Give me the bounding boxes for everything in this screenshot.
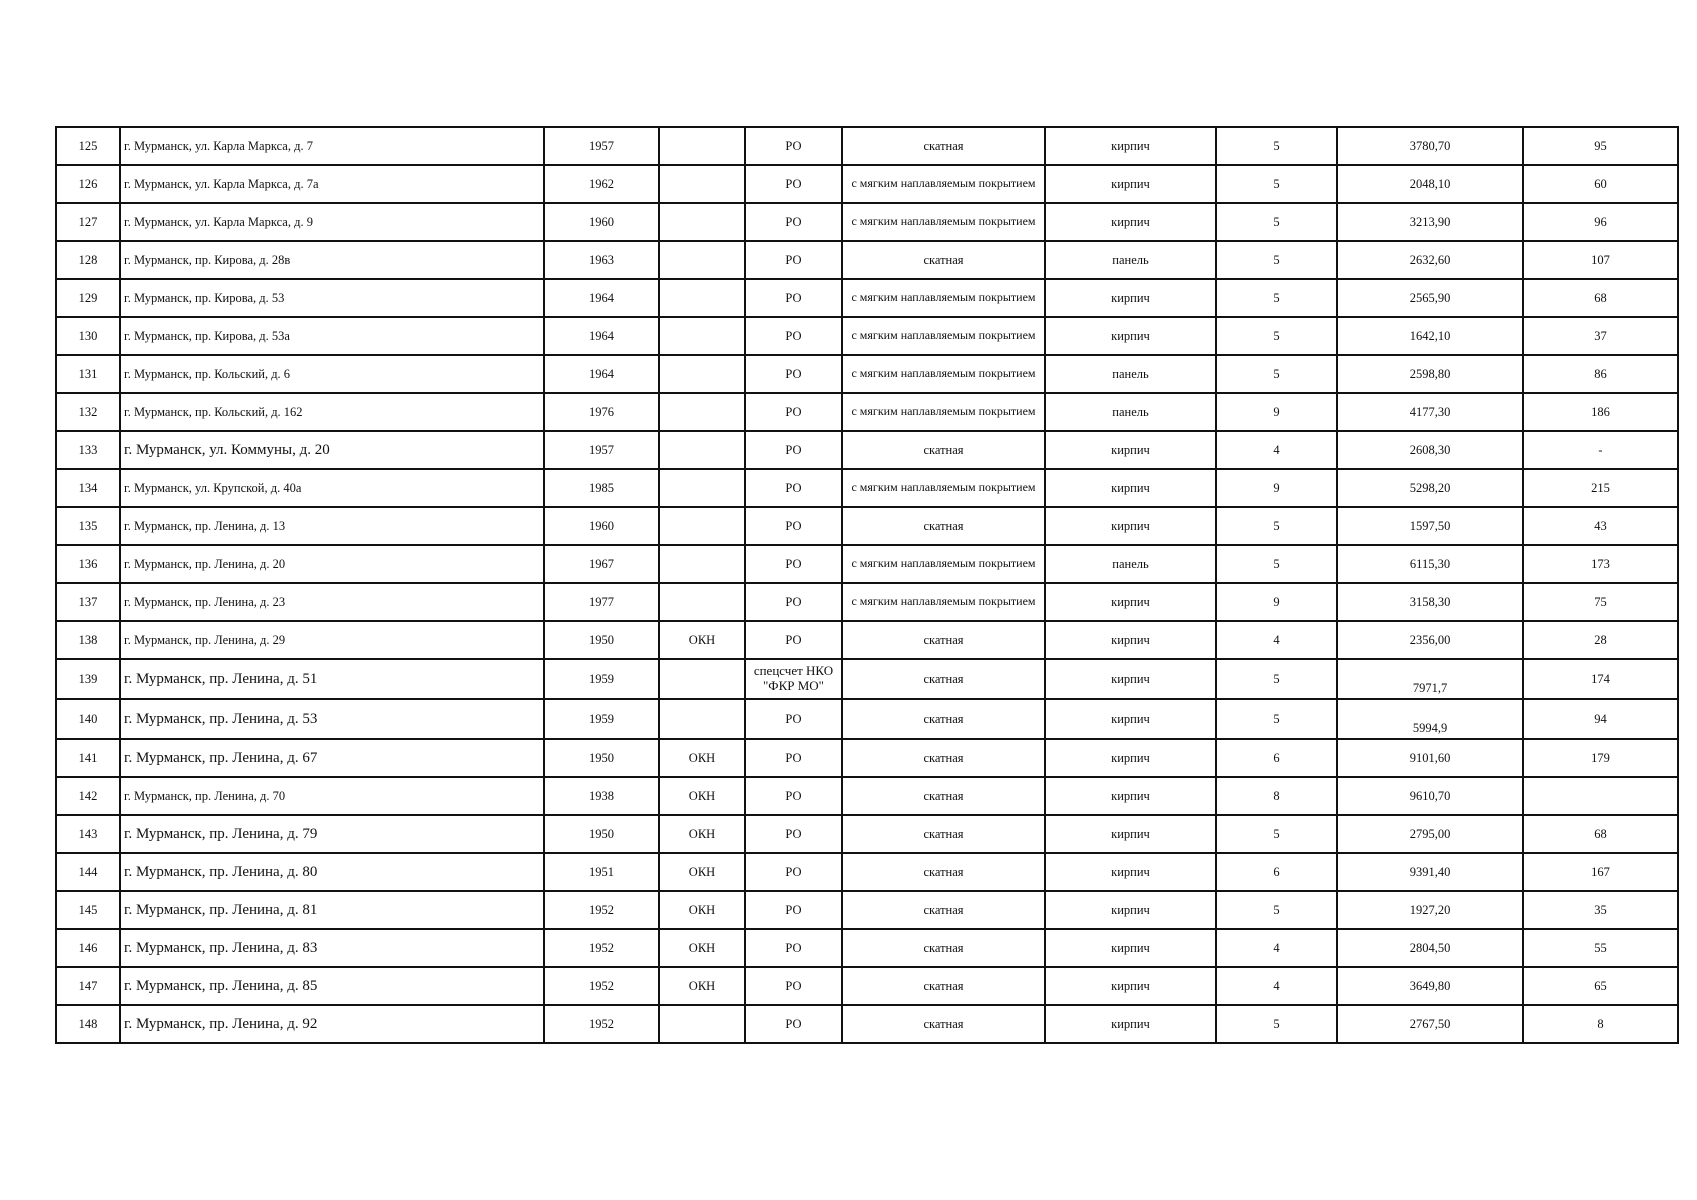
address-cell: г. Мурманск, пр. Ленина, д. 67 xyxy=(120,739,544,777)
year-cell: 1950 xyxy=(544,815,659,853)
residents-cell: 95 xyxy=(1523,127,1678,165)
year-cell: 1964 xyxy=(544,317,659,355)
year-cell: 1938 xyxy=(544,777,659,815)
houses-table xyxy=(55,126,1679,1044)
area-cell: 2795,00 xyxy=(1337,815,1523,853)
wall-material-cell: панель xyxy=(1045,355,1216,393)
roof-type-cell: скатная xyxy=(842,777,1045,815)
address-cell: г. Мурманск, пр. Ленина, д. 51 xyxy=(120,659,544,699)
roof-type-cell: скатная xyxy=(842,659,1045,699)
fund-cell: РО xyxy=(745,621,842,659)
floors-cell: 5 xyxy=(1216,699,1337,739)
floors-cell: 5 xyxy=(1216,507,1337,545)
okn-cell: ОКН xyxy=(659,891,745,929)
year-cell: 1959 xyxy=(544,659,659,699)
fund-cell: РО xyxy=(745,777,842,815)
okn-cell: ОКН xyxy=(659,929,745,967)
row-number-cell: 127 xyxy=(56,203,120,241)
area-cell: 9101,60 xyxy=(1337,739,1523,777)
area-cell: 9391,40 xyxy=(1337,853,1523,891)
fund-cell: РО xyxy=(745,203,842,241)
floors-cell: 5 xyxy=(1216,815,1337,853)
address-cell: г. Мурманск, ул. Коммуны, д. 20 xyxy=(120,431,544,469)
table-row xyxy=(56,853,1678,891)
table-row xyxy=(56,929,1678,967)
residents-cell: 179 xyxy=(1523,739,1678,777)
area-cell: 9610,70 xyxy=(1337,777,1523,815)
residents-cell: 167 xyxy=(1523,853,1678,891)
okn-cell: ОКН xyxy=(659,967,745,1005)
fund-cell: РО xyxy=(745,431,842,469)
row-number-cell: 131 xyxy=(56,355,120,393)
okn-cell xyxy=(659,127,745,165)
year-cell: 1952 xyxy=(544,1005,659,1043)
floors-cell: 4 xyxy=(1216,929,1337,967)
floors-cell: 6 xyxy=(1216,853,1337,891)
row-number-cell: 130 xyxy=(56,317,120,355)
year-cell: 1957 xyxy=(544,127,659,165)
fund-cell: РО xyxy=(745,699,842,739)
row-number-cell: 140 xyxy=(56,699,120,739)
fund-cell: РО xyxy=(745,127,842,165)
row-number-cell: 126 xyxy=(56,165,120,203)
floors-cell: 5 xyxy=(1216,545,1337,583)
residents-cell: 94 xyxy=(1523,699,1678,739)
fund-cell: РО xyxy=(745,853,842,891)
roof-type-cell: с мягким наплавляемым покрытием xyxy=(842,393,1045,431)
address-cell: г. Мурманск, пр. Кирова, д. 53а xyxy=(120,317,544,355)
roof-type-cell: с мягким наплавляемым покрытием xyxy=(842,545,1045,583)
address-cell: г. Мурманск, пр. Ленина, д. 29 xyxy=(120,621,544,659)
row-number-cell: 147 xyxy=(56,967,120,1005)
roof-type-cell: скатная xyxy=(842,891,1045,929)
area-cell: 2804,50 xyxy=(1337,929,1523,967)
okn-cell xyxy=(659,241,745,279)
table-row xyxy=(56,1005,1678,1043)
fund-cell: РО xyxy=(745,279,842,317)
fund-cell: РО xyxy=(745,355,842,393)
floors-cell: 9 xyxy=(1216,583,1337,621)
year-cell: 1952 xyxy=(544,967,659,1005)
roof-type-cell: с мягким наплавляемым покрытием xyxy=(842,583,1045,621)
roof-type-cell: скатная xyxy=(842,621,1045,659)
residents-cell: - xyxy=(1523,431,1678,469)
row-number-cell: 148 xyxy=(56,1005,120,1043)
wall-material-cell: кирпич xyxy=(1045,469,1216,507)
floors-cell: 5 xyxy=(1216,203,1337,241)
row-number-cell: 135 xyxy=(56,507,120,545)
row-number-cell: 139 xyxy=(56,659,120,699)
floors-cell: 5 xyxy=(1216,891,1337,929)
wall-material-cell: кирпич xyxy=(1045,583,1216,621)
row-number-cell: 132 xyxy=(56,393,120,431)
roof-type-cell: скатная xyxy=(842,739,1045,777)
wall-material-cell: кирпич xyxy=(1045,739,1216,777)
year-cell: 1964 xyxy=(544,355,659,393)
row-number-cell: 125 xyxy=(56,127,120,165)
address-cell: г. Мурманск, пр. Ленина, д. 53 xyxy=(120,699,544,739)
year-cell: 1950 xyxy=(544,739,659,777)
residents-cell: 173 xyxy=(1523,545,1678,583)
residents-cell: 186 xyxy=(1523,393,1678,431)
year-cell: 1951 xyxy=(544,853,659,891)
wall-material-cell: кирпич xyxy=(1045,659,1216,699)
row-number-cell: 143 xyxy=(56,815,120,853)
wall-material-cell: кирпич xyxy=(1045,853,1216,891)
floors-cell: 5 xyxy=(1216,241,1337,279)
area-cell: 5994,9 xyxy=(1337,699,1523,739)
okn-cell xyxy=(659,355,745,393)
year-cell: 1959 xyxy=(544,699,659,739)
year-cell: 1977 xyxy=(544,583,659,621)
area-cell: 2565,90 xyxy=(1337,279,1523,317)
fund-cell: РО xyxy=(745,165,842,203)
table-row xyxy=(56,507,1678,545)
address-cell: г. Мурманск, пр. Кирова, д. 28в xyxy=(120,241,544,279)
roof-type-cell: скатная xyxy=(842,853,1045,891)
wall-material-cell: кирпич xyxy=(1045,967,1216,1005)
fund-cell: РО xyxy=(745,583,842,621)
wall-material-cell: кирпич xyxy=(1045,203,1216,241)
floors-cell: 4 xyxy=(1216,621,1337,659)
table-row xyxy=(56,469,1678,507)
residents-cell: 96 xyxy=(1523,203,1678,241)
okn-cell: ОКН xyxy=(659,777,745,815)
row-number-cell: 134 xyxy=(56,469,120,507)
residents-cell: 68 xyxy=(1523,279,1678,317)
residents-cell: 43 xyxy=(1523,507,1678,545)
okn-cell: ОКН xyxy=(659,853,745,891)
table-row xyxy=(56,317,1678,355)
table-row xyxy=(56,241,1678,279)
roof-type-cell: с мягким наплавляемым покрытием xyxy=(842,355,1045,393)
table-row xyxy=(56,891,1678,929)
floors-cell: 8 xyxy=(1216,777,1337,815)
wall-material-cell: панель xyxy=(1045,241,1216,279)
table-row xyxy=(56,127,1678,165)
area-cell: 2608,30 xyxy=(1337,431,1523,469)
roof-type-cell: скатная xyxy=(842,431,1045,469)
floors-cell: 4 xyxy=(1216,967,1337,1005)
table-row xyxy=(56,659,1678,699)
okn-cell xyxy=(659,203,745,241)
wall-material-cell: кирпич xyxy=(1045,777,1216,815)
okn-cell xyxy=(659,393,745,431)
fund-cell: РО xyxy=(745,967,842,1005)
roof-type-cell: скатная xyxy=(842,929,1045,967)
floors-cell: 5 xyxy=(1216,317,1337,355)
area-cell: 2598,80 xyxy=(1337,355,1523,393)
address-cell: г. Мурманск, пр. Ленина, д. 81 xyxy=(120,891,544,929)
address-cell: г. Мурманск, ул. Карла Маркса, д. 9 xyxy=(120,203,544,241)
okn-cell xyxy=(659,507,745,545)
roof-type-cell: скатная xyxy=(842,699,1045,739)
fund-cell: РО xyxy=(745,1005,842,1043)
year-cell: 1952 xyxy=(544,891,659,929)
wall-material-cell: панель xyxy=(1045,545,1216,583)
okn-cell xyxy=(659,165,745,203)
fund-cell: РО xyxy=(745,469,842,507)
address-cell: г. Мурманск, пр. Кольский, д. 162 xyxy=(120,393,544,431)
fund-cell: РО xyxy=(745,317,842,355)
table-row xyxy=(56,583,1678,621)
row-number-cell: 137 xyxy=(56,583,120,621)
area-cell: 2767,50 xyxy=(1337,1005,1523,1043)
address-cell: г. Мурманск, пр. Ленина, д. 70 xyxy=(120,777,544,815)
okn-cell: ОКН xyxy=(659,739,745,777)
year-cell: 1963 xyxy=(544,241,659,279)
roof-type-cell: с мягким наплавляемым покрытием xyxy=(842,469,1045,507)
fund-cell: РО xyxy=(745,241,842,279)
table-row xyxy=(56,739,1678,777)
year-cell: 1967 xyxy=(544,545,659,583)
wall-material-cell: кирпич xyxy=(1045,1005,1216,1043)
row-number-cell: 133 xyxy=(56,431,120,469)
wall-material-cell: кирпич xyxy=(1045,431,1216,469)
table-row xyxy=(56,393,1678,431)
row-number-cell: 146 xyxy=(56,929,120,967)
area-cell: 3780,70 xyxy=(1337,127,1523,165)
year-cell: 1964 xyxy=(544,279,659,317)
area-cell: 6115,30 xyxy=(1337,545,1523,583)
fund-cell: РО xyxy=(745,739,842,777)
floors-cell: 9 xyxy=(1216,393,1337,431)
table-body xyxy=(56,127,1678,1043)
address-cell: г. Мурманск, ул. Карла Маркса, д. 7а xyxy=(120,165,544,203)
table-row xyxy=(56,545,1678,583)
row-number-cell: 144 xyxy=(56,853,120,891)
floors-cell: 5 xyxy=(1216,1005,1337,1043)
okn-cell xyxy=(659,545,745,583)
area-cell: 1642,10 xyxy=(1337,317,1523,355)
floors-cell: 4 xyxy=(1216,431,1337,469)
row-number-cell: 136 xyxy=(56,545,120,583)
roof-type-cell: скатная xyxy=(842,1005,1045,1043)
address-cell: г. Мурманск, пр. Ленина, д. 79 xyxy=(120,815,544,853)
floors-cell: 5 xyxy=(1216,165,1337,203)
table-row xyxy=(56,165,1678,203)
address-cell: г. Мурманск, пр. Ленина, д. 85 xyxy=(120,967,544,1005)
residents-cell: 68 xyxy=(1523,815,1678,853)
year-cell: 1960 xyxy=(544,507,659,545)
table-row xyxy=(56,967,1678,1005)
roof-type-cell: скатная xyxy=(842,815,1045,853)
area-cell: 3649,80 xyxy=(1337,967,1523,1005)
residents-cell xyxy=(1523,777,1678,815)
row-number-cell: 142 xyxy=(56,777,120,815)
fund-cell: РО xyxy=(745,929,842,967)
wall-material-cell: кирпич xyxy=(1045,507,1216,545)
year-cell: 1952 xyxy=(544,929,659,967)
area-cell: 5298,20 xyxy=(1337,469,1523,507)
address-cell: г. Мурманск, пр. Ленина, д. 80 xyxy=(120,853,544,891)
floors-cell: 5 xyxy=(1216,355,1337,393)
wall-material-cell: панель xyxy=(1045,393,1216,431)
address-cell: г. Мурманск, ул. Карла Маркса, д. 7 xyxy=(120,127,544,165)
floors-cell: 5 xyxy=(1216,127,1337,165)
wall-material-cell: кирпич xyxy=(1045,165,1216,203)
area-cell: 3213,90 xyxy=(1337,203,1523,241)
row-number-cell: 129 xyxy=(56,279,120,317)
area-cell: 2632,60 xyxy=(1337,241,1523,279)
wall-material-cell: кирпич xyxy=(1045,815,1216,853)
area-cell: 2356,00 xyxy=(1337,621,1523,659)
row-number-cell: 128 xyxy=(56,241,120,279)
fund-cell: РО xyxy=(745,545,842,583)
fund-cell: РО xyxy=(745,507,842,545)
wall-material-cell: кирпич xyxy=(1045,891,1216,929)
address-cell: г. Мурманск, ул. Крупской, д. 40а xyxy=(120,469,544,507)
table-row xyxy=(56,431,1678,469)
roof-type-cell: скатная xyxy=(842,507,1045,545)
table-row xyxy=(56,699,1678,739)
fund-cell: РО xyxy=(745,891,842,929)
okn-cell xyxy=(659,431,745,469)
table-row xyxy=(56,203,1678,241)
row-number-cell: 145 xyxy=(56,891,120,929)
wall-material-cell: кирпич xyxy=(1045,317,1216,355)
okn-cell: ОКН xyxy=(659,815,745,853)
table-row xyxy=(56,621,1678,659)
area-cell: 7971,7 xyxy=(1337,659,1523,699)
address-cell: г. Мурманск, пр. Ленина, д. 20 xyxy=(120,545,544,583)
residents-cell: 28 xyxy=(1523,621,1678,659)
row-number-cell: 141 xyxy=(56,739,120,777)
okn-cell xyxy=(659,699,745,739)
year-cell: 1985 xyxy=(544,469,659,507)
table-row xyxy=(56,355,1678,393)
residents-cell: 8 xyxy=(1523,1005,1678,1043)
row-number-cell: 138 xyxy=(56,621,120,659)
floors-cell: 5 xyxy=(1216,659,1337,699)
year-cell: 1950 xyxy=(544,621,659,659)
wall-material-cell: кирпич xyxy=(1045,621,1216,659)
roof-type-cell: скатная xyxy=(842,127,1045,165)
table-row xyxy=(56,279,1678,317)
okn-cell xyxy=(659,317,745,355)
year-cell: 1960 xyxy=(544,203,659,241)
residents-cell: 55 xyxy=(1523,929,1678,967)
roof-type-cell: скатная xyxy=(842,967,1045,1005)
area-cell: 3158,30 xyxy=(1337,583,1523,621)
residents-cell: 174 xyxy=(1523,659,1678,699)
wall-material-cell: кирпич xyxy=(1045,279,1216,317)
wall-material-cell: кирпич xyxy=(1045,127,1216,165)
residents-cell: 75 xyxy=(1523,583,1678,621)
floors-cell: 5 xyxy=(1216,279,1337,317)
address-cell: г. Мурманск, пр. Кольский, д. 6 xyxy=(120,355,544,393)
okn-cell: ОКН xyxy=(659,621,745,659)
fund-cell: спецсчет НКО "ФКР МО" xyxy=(745,659,842,699)
okn-cell xyxy=(659,1005,745,1043)
fund-cell: РО xyxy=(745,393,842,431)
address-cell: г. Мурманск, пр. Ленина, д. 13 xyxy=(120,507,544,545)
residents-cell: 60 xyxy=(1523,165,1678,203)
residents-cell: 215 xyxy=(1523,469,1678,507)
okn-cell xyxy=(659,279,745,317)
wall-material-cell: кирпич xyxy=(1045,929,1216,967)
area-cell: 1927,20 xyxy=(1337,891,1523,929)
table-row xyxy=(56,777,1678,815)
okn-cell xyxy=(659,659,745,699)
residents-cell: 107 xyxy=(1523,241,1678,279)
address-cell: г. Мурманск, пр. Ленина, д. 92 xyxy=(120,1005,544,1043)
residents-cell: 35 xyxy=(1523,891,1678,929)
area-cell: 4177,30 xyxy=(1337,393,1523,431)
residents-cell: 65 xyxy=(1523,967,1678,1005)
area-cell: 2048,10 xyxy=(1337,165,1523,203)
okn-cell xyxy=(659,583,745,621)
area-cell: 1597,50 xyxy=(1337,507,1523,545)
roof-type-cell: скатная xyxy=(842,241,1045,279)
floors-cell: 9 xyxy=(1216,469,1337,507)
roof-type-cell: с мягким наплавляемым покрытием xyxy=(842,165,1045,203)
residents-cell: 86 xyxy=(1523,355,1678,393)
table-row xyxy=(56,815,1678,853)
residents-cell: 37 xyxy=(1523,317,1678,355)
roof-type-cell: с мягким наплавляемым покрытием xyxy=(842,317,1045,355)
fund-cell: РО xyxy=(745,815,842,853)
address-cell: г. Мурманск, пр. Кирова, д. 53 xyxy=(120,279,544,317)
address-cell: г. Мурманск, пр. Ленина, д. 23 xyxy=(120,583,544,621)
okn-cell xyxy=(659,469,745,507)
floors-cell: 6 xyxy=(1216,739,1337,777)
year-cell: 1962 xyxy=(544,165,659,203)
wall-material-cell: кирпич xyxy=(1045,699,1216,739)
roof-type-cell: с мягким наплавляемым покрытием xyxy=(842,203,1045,241)
year-cell: 1976 xyxy=(544,393,659,431)
roof-type-cell: с мягким наплавляемым покрытием xyxy=(842,279,1045,317)
address-cell: г. Мурманск, пр. Ленина, д. 83 xyxy=(120,929,544,967)
year-cell: 1957 xyxy=(544,431,659,469)
